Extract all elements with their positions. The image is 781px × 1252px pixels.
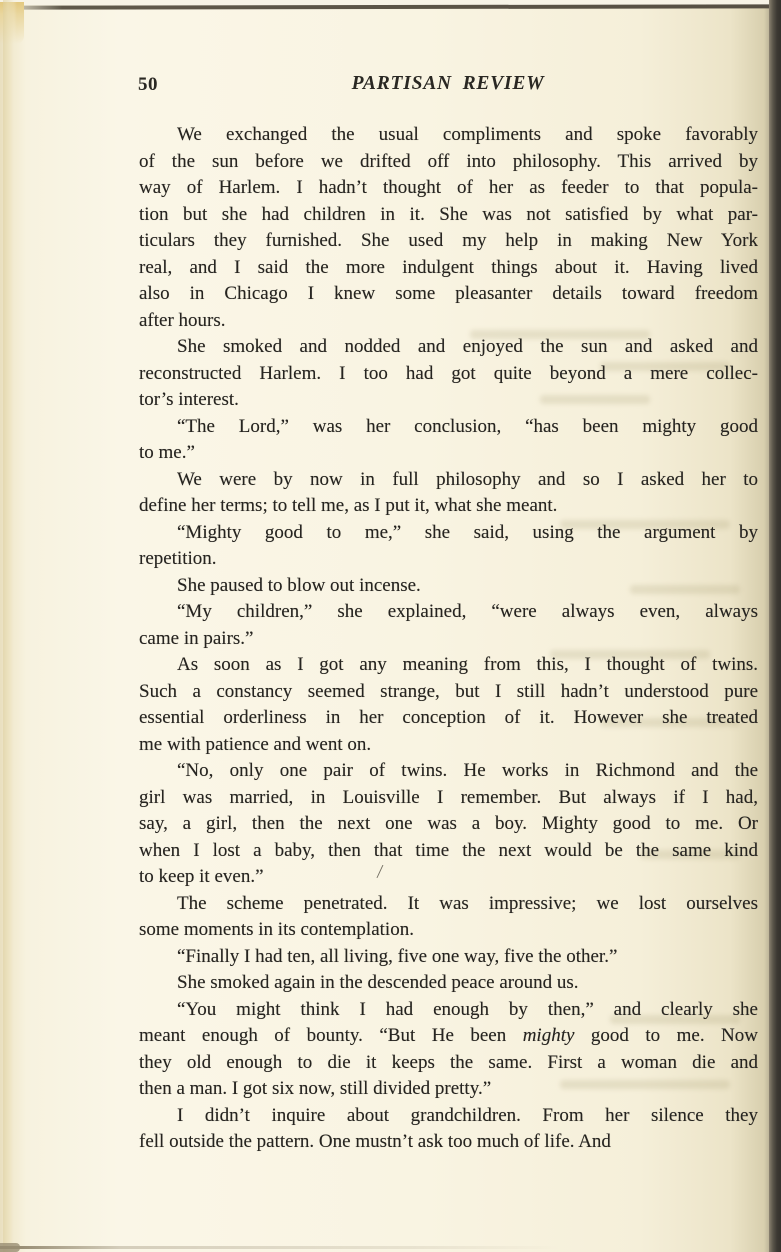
page-text — [139, 122, 758, 1156]
page-right-edge — [769, 0, 781, 1252]
text-line: As soon as I got any meaning from this, I thought of twins. — [177, 654, 758, 675]
text-line: girl was married, in Louisville I remember. But always if I had, — [139, 786, 758, 808]
paragraph — [139, 944, 758, 971]
text-line: “The Lord,” was her conclusion, “has been mighty good — [177, 415, 758, 437]
text-line: repetition. — [139, 548, 217, 569]
page-bottom-edge — [0, 1246, 560, 1249]
running-header: PARTISAN REVIEW — [351, 73, 545, 94]
text-line: to me.” — [139, 442, 195, 463]
page-left-edge — [3, 0, 17, 1252]
text-line: they old enough to die it keeps the same. First a woman die and — [139, 1051, 758, 1073]
text-line: She smoked and nodded and enjoyed the sun and asked and — [177, 336, 758, 357]
text-line: fell outside the pattern. One mustn’t ask too much of life. And — [139, 1131, 611, 1152]
text-line: me with patience and went on. — [139, 733, 372, 755]
text-line: “Finally I had ten, all living, five one way, five the other.” — [177, 945, 618, 967]
text-line: say, a girl, then the next one was a boy. Mighty good to me. Or — [139, 813, 758, 834]
text-line: way of Harlem. I hadn’t thought of her as feeder to that popula- — [139, 177, 758, 198]
text-line: reconstructed Harlem. I too had got quite beyond a mere collec- — [139, 362, 758, 384]
paragraph — [139, 414, 758, 467]
paragraph — [139, 1103, 758, 1156]
text-line: came in pairs.” — [139, 627, 254, 649]
paragraph — [139, 520, 758, 573]
text-line: “No, only one pair of twins. He works in Richmond and the — [177, 760, 758, 781]
text-line: also in Chicago I knew some pleasanter details toward freedom — [139, 283, 758, 304]
text-line: She smoked again in the descended peace around us. — [177, 972, 579, 993]
paragraph — [139, 891, 758, 944]
text-line: when I lost a baby, then that time the next would be the same kind — [139, 839, 758, 861]
paragraph — [139, 758, 758, 891]
page-top-rule — [22, 4, 781, 9]
paragraph — [139, 467, 758, 520]
scan-artifact-mark: / — [375, 860, 384, 884]
text-line: define her terms; to tell me, as I put it, what she meant. — [139, 495, 558, 516]
page-bottom-corner — [0, 1243, 20, 1252]
paragraph — [139, 599, 758, 652]
text-line: I didn’t inquire about grandchildren. From her silence they — [177, 1104, 758, 1126]
paragraph — [139, 122, 758, 334]
paragraph — [139, 970, 758, 997]
text-line: to keep it even.” — [139, 866, 264, 887]
text-line: of the sun before we drifted off into philosophy. This arrived by — [139, 150, 758, 172]
text-line: We were by now in full philosophy and so I asked her to — [177, 468, 758, 490]
text-line: “Mighty good to me,” she said, using the argument by — [177, 521, 758, 543]
paragraph — [139, 334, 758, 414]
text-line: Such a constancy seemed strange, but I still hadn’t understood pure — [139, 680, 758, 702]
text-line: real, and I said the more indulgent things about it. Having lived — [139, 256, 758, 278]
text-line: some moments in its contemplation. — [139, 919, 414, 940]
paragraph — [139, 652, 758, 758]
text-line: “You might think I had enough by then,” and clearly she — [177, 998, 758, 1020]
text-line: The scheme penetrated. It was impressive; we lost ourselves — [177, 892, 758, 914]
text-line: ticulars they furnished. She used my help in making New York — [139, 230, 758, 251]
text-line: meant enough of bounty. “But He been mighty good to me. Now — [139, 1025, 758, 1046]
text-line: She paused to blow out incense. — [177, 574, 421, 596]
text-line: tor’s interest. — [139, 389, 239, 410]
text-line: then a man. I got six now, still divided pretty.” — [139, 1078, 492, 1099]
page-number: 50 — [138, 74, 158, 95]
text-line: We exchanged the usual compliments and spoke favorably — [177, 124, 758, 145]
text-line: essential orderliness in her conception of it. However she treated — [139, 707, 758, 728]
paragraph — [139, 997, 758, 1103]
text-line: after hours. — [139, 309, 226, 331]
text-line: tion but she had children in it. She was not satisfied by what par- — [139, 203, 758, 225]
paragraph — [139, 573, 758, 600]
text-line: “My children,” she explained, “were always even, always — [177, 601, 758, 622]
